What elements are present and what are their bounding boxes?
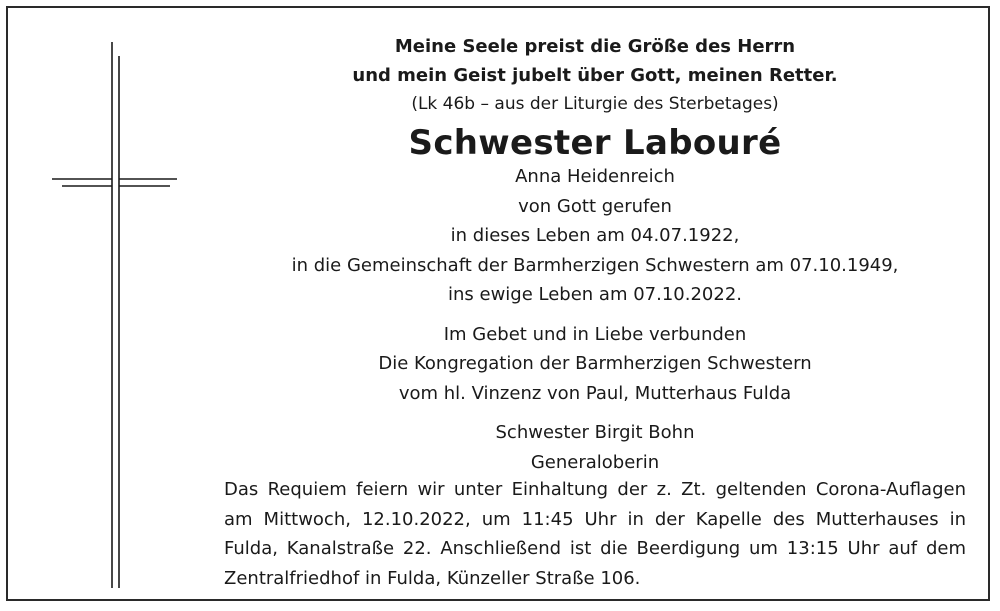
life-line-2: in dieses Leben am 04.07.1922, (450, 225, 740, 246)
signatory-name: Schwester Birgit Bohn (495, 422, 695, 443)
life-line-4: ins ewige Leben am 07.10.2022. (447, 284, 742, 305)
obituary-content (224, 32, 966, 477)
quote-reference: (Lk 46b – aus der Liturgie des Sterbetages) (411, 94, 779, 114)
quote-line-2: und mein Geist jubelt über Gott, meinen Retter. (352, 65, 838, 86)
quote-line-1: Meine Seele preist die Größe des Herrn (394, 36, 796, 57)
deceased-civil-name: Anna Heidenreich (515, 166, 675, 187)
signatory-role: Generaloberin (530, 451, 660, 473)
cross-icon (0, 0, 200, 611)
service-notice-line-4: Zentralfriedhof in Fulda, Künzeller Straße 106. (224, 567, 641, 589)
life-line-3: in die Gemeinschaft der Barmherzigen Schwestern am 07.10.1949, (291, 254, 899, 276)
service-notice (224, 475, 966, 593)
service-notice-line-3: Fulda, Kanalstraße 22. Anschließend ist die Beerdigung um 13:15 Uhr auf dem (224, 538, 966, 559)
service-notice-line-1: Das Requiem feiern wir unter Einhaltung der z. Zt. geltenden Corona-Auflagen (224, 479, 966, 500)
mourners-line-2: Die Kongregation der Barmherzigen Schwestern (378, 353, 812, 374)
mourners-line-3: vom hl. Vinzenz von Paul, Mutterhaus Fulda (398, 382, 792, 404)
life-line-1: von Gott gerufen (518, 195, 672, 217)
service-notice-line-2: am Mittwoch, 12.10.2022, um 11:45 Uhr in der Kapelle des Mutterhauses in (224, 508, 966, 530)
deceased-title: Schwester Labouré (408, 123, 782, 163)
mourners-line-1: Im Gebet und in Liebe verbunden (443, 323, 747, 345)
